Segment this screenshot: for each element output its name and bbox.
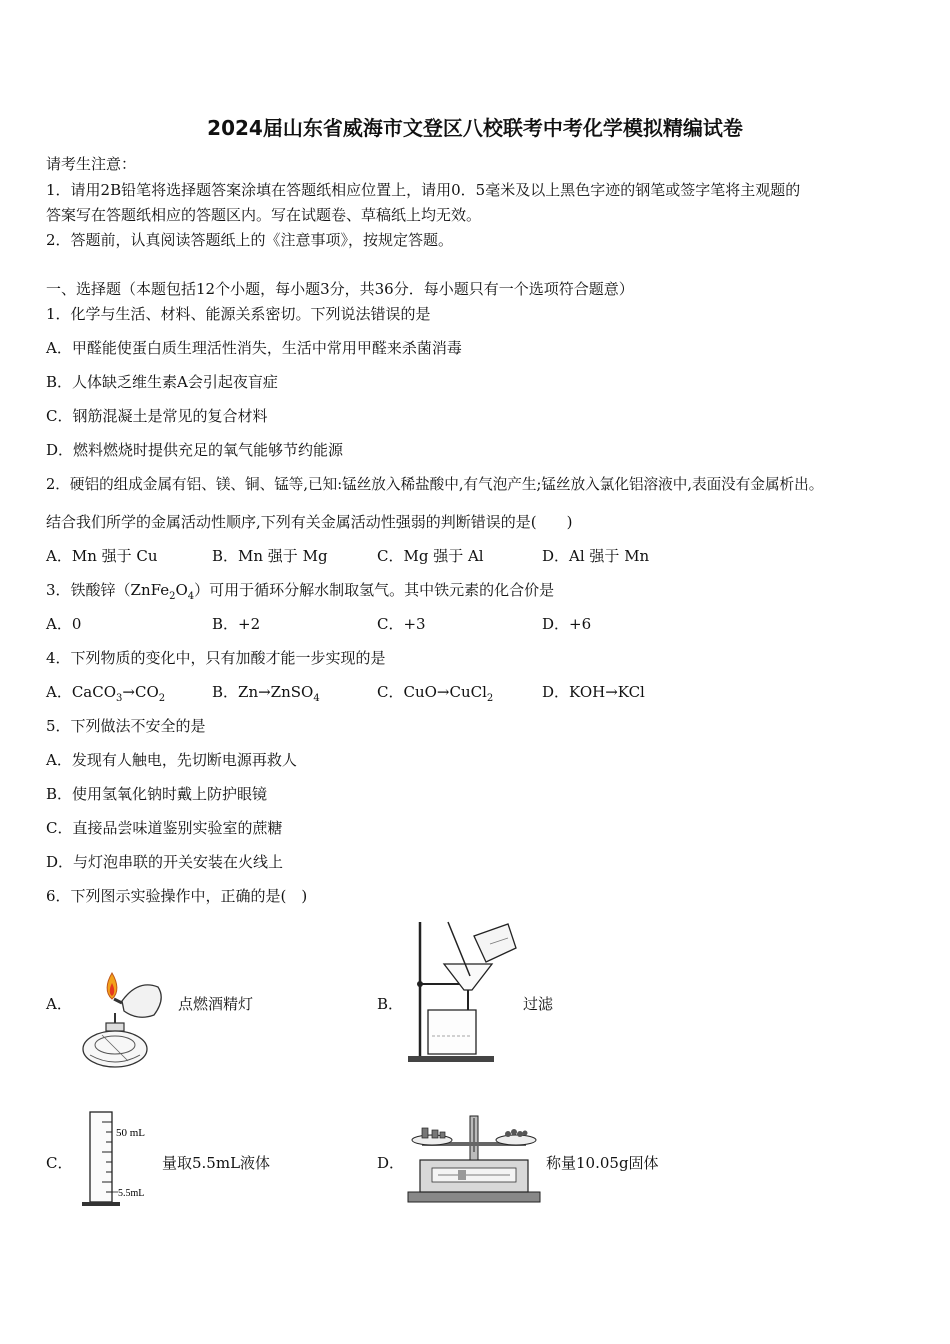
- q3-option-b: B．+2: [212, 615, 261, 633]
- q5-option-c: C．直接品尝味道鉴别实验室的蔗糖: [46, 819, 283, 837]
- notice-heading: 请考生注意：: [46, 155, 137, 173]
- q3-option-c: C．+3: [377, 615, 426, 633]
- graduated-cylinder-figure: [78, 1108, 162, 1208]
- q6-letter-d: D．: [377, 1154, 405, 1172]
- notice-line-2: 答案写在答题纸相应的答题区内。写在试题卷、草稿纸上均无效。: [46, 206, 482, 224]
- q1-option-a: A．甲醛能使蛋白质生理活性消失，生活中常用甲醛来杀菌消毒: [46, 339, 462, 357]
- cylinder-mark-50: 50 mL: [116, 1127, 146, 1139]
- q2-option-b: B．Mn 强于 Mg: [212, 547, 328, 565]
- alcohol-lamp-lighting-figure: [78, 965, 178, 1075]
- q6-caption-a: 点燃酒精灯: [178, 995, 254, 1013]
- q6-letter-a: A．: [46, 995, 72, 1013]
- q6-caption-c: 量取5.5mL液体: [162, 1154, 271, 1172]
- q5-option-d: D．与灯泡串联的开关安装在火线上: [46, 853, 284, 871]
- q6-letter-c: C．: [46, 1154, 73, 1172]
- q6-stem: 6．下列图示实验操作中，正确的是( ): [46, 887, 308, 905]
- q2-stem-2: 结合我们所学的金属活动性顺序,下列有关金属活动性强弱的判断错误的是( ): [46, 513, 573, 531]
- q4-option-c: C．CuO→CuCl$_2$: [377, 683, 494, 704]
- filtration-apparatus-figure: [404, 918, 524, 1068]
- q2-option-d: D．Al 强于 Mn: [542, 547, 650, 565]
- cylinder-mark-5-5: 5.5mL: [118, 1188, 145, 1199]
- q4-option-b: B．Zn→ZnSO$_4$: [212, 683, 320, 704]
- q2-stem-1: 2．硬铝的组成金属有铝、镁、铜、锰等,已知:锰丝放入稀盐酸中,有气泡产生;锰丝放入氯化铝溶液中,表面没有金属析出。: [46, 476, 824, 493]
- q6-letter-b: B．: [377, 995, 404, 1013]
- q3-option-d: D．+6: [542, 615, 592, 633]
- q3-stem: 3．铁酸锌$(ZnFe_2O_4)$可用于循环分解水制取氢气。其中铁元素的化合价是: [46, 581, 555, 602]
- section-heading: 一、选择题（本题包括12个小题，每小题3分，共36分．每小题只有一个选项符合题意）: [46, 280, 634, 298]
- q4-option-d: D．KOH→KCl: [542, 683, 645, 701]
- q3-option-a: A．0: [46, 615, 82, 633]
- q6-caption-b: 过滤: [523, 995, 554, 1013]
- q1-option-b: B．人体缺乏维生素A会引起夜盲症: [46, 373, 278, 391]
- notice-line-1: 1．请用2B铅笔将选择题答案涂填在答题纸相应位置上，请用0．5毫米及以上黑色字迹的钢笔或签字笔将主观题的: [46, 181, 801, 199]
- q1-option-d: D．燃料燃烧时提供充足的氧气能够节约能源: [46, 441, 344, 459]
- q4-stem: 4．下列物质的变化中，只有加酸才能一步实现的是: [46, 649, 386, 667]
- q5-stem: 5．下列做法不安全的是: [46, 717, 206, 735]
- q1-option-c: C．钢筋混凝土是常见的复合材料: [46, 407, 268, 425]
- q5-option-a: A．发现有人触电，先切断电源再救人: [46, 751, 297, 769]
- q2-option-c: C．Mg 强于 Al: [377, 547, 484, 565]
- balance-scale-figure: [404, 1108, 544, 1206]
- q6-caption-d: 称量10.05g固体: [546, 1154, 659, 1172]
- q4-option-a: A．$CaCO_3\to CO_2$: [46, 683, 166, 704]
- page-title: 2024届山东省威海市文登区八校联考中考化学模拟精编试卷: [207, 116, 743, 140]
- q1-stem: 1．化学与生活、材料、能源关系密切。下列说法错误的是: [46, 305, 431, 323]
- q5-option-b: B．使用氢氧化钠时戴上防护眼镜: [46, 785, 268, 803]
- q2-option-a: A．Mn 强于 Cu: [46, 547, 158, 565]
- notice-line-3: 2．答题前，认真阅读答题纸上的《注意事项》，按规定答题。: [46, 231, 454, 249]
